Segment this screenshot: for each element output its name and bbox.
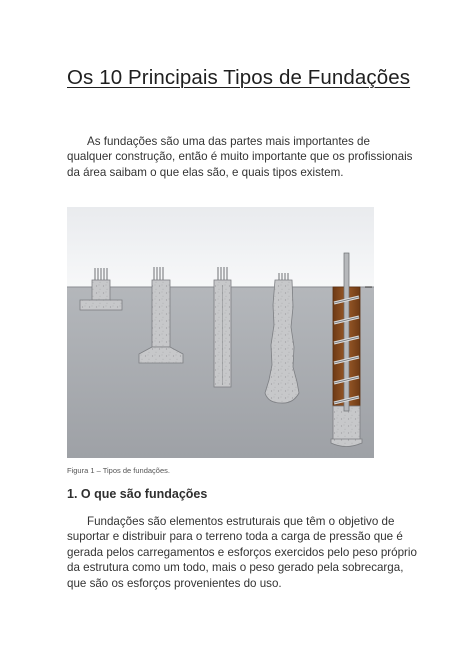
foundation-types-figure	[67, 207, 374, 458]
intro-paragraph-text: As fundações são uma das partes mais importantes de qualquer construção, então é muito importante que os profissionais da área saibam o que elas são, e quais tipos existem.	[67, 135, 413, 179]
section-heading: 1. O que são fundações	[67, 487, 208, 501]
page-title: Os 10 Principais Tipos de Fundações	[67, 66, 411, 89]
figure-caption: Figura 1 – Tipos de fundações.	[67, 466, 170, 475]
section-paragraph-text: Fundações são elementos estruturais que têm o objetivo de suportar e distribuir para o terreno toda a carga de pressão que é gerada pelos carregamentos e esforços exercidos pelo peso próprio da estrutura como um todo, mais o peso gerado pela sobrecarga, que são os esforços provenientes do uso.	[67, 515, 417, 590]
section-paragraph	[67, 514, 417, 591]
slender-pile-icon	[214, 267, 231, 387]
intro-paragraph	[67, 134, 417, 180]
